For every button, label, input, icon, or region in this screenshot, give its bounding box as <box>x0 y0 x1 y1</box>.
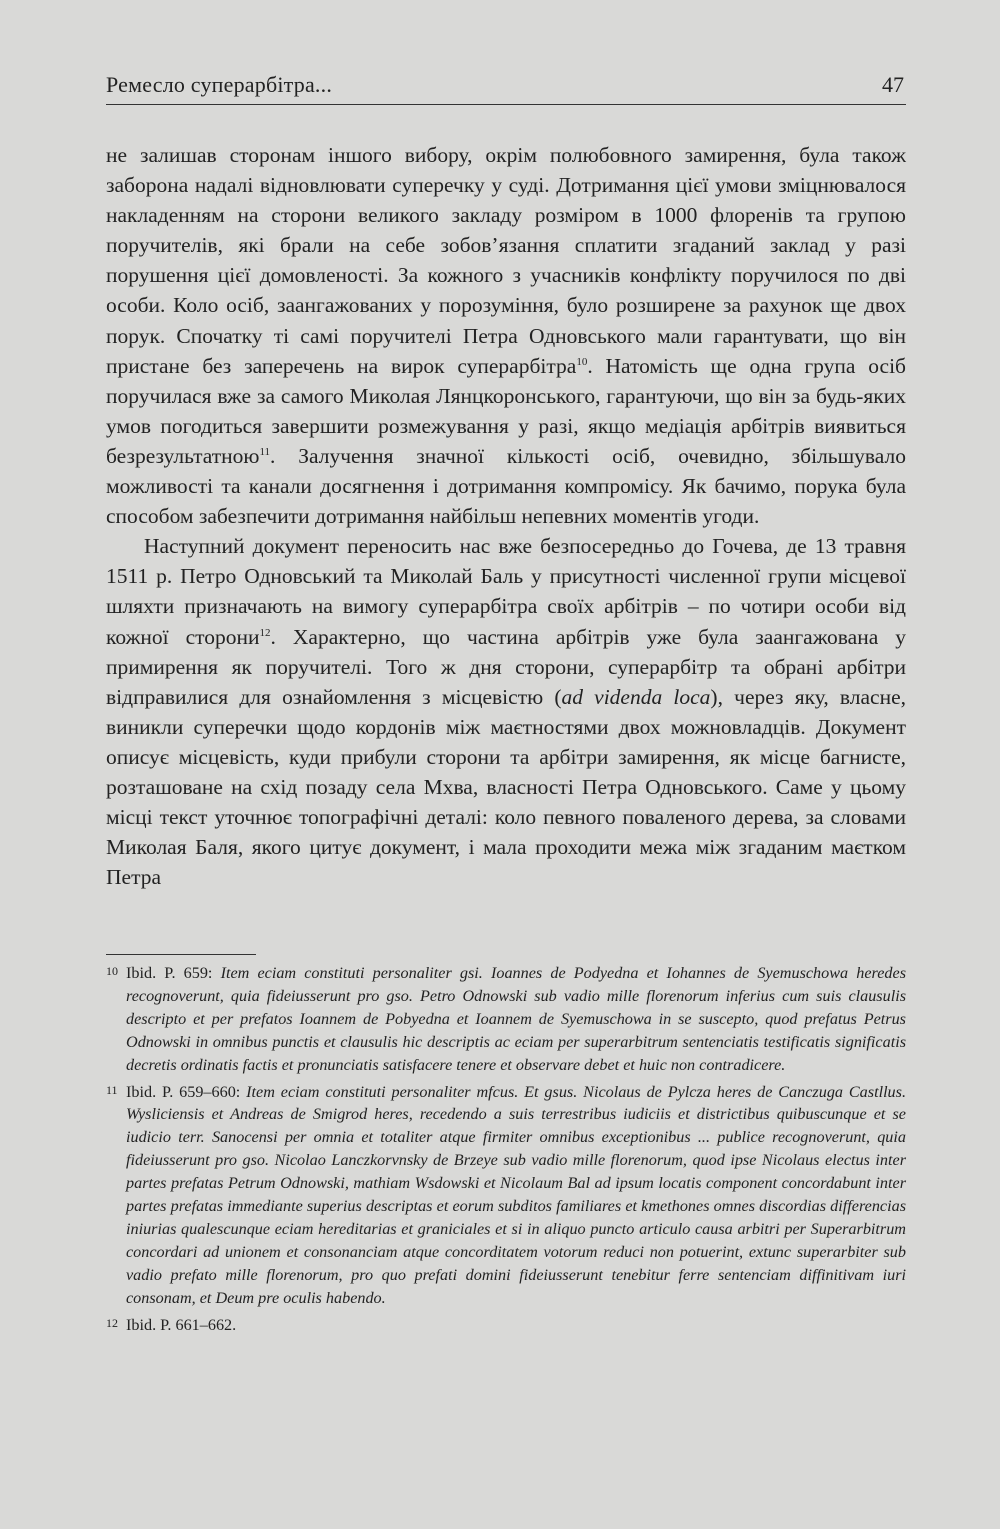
footnote-quote: Item eciam constituti personaliter mfcus. Et gsus. Nicolaus de Pylcza heres de Canczuga Castllus. Wysliciensis et Andreas de Smigrod heres, recedendo a suis terrestribus iudiciis et districtibus quibuscunque et se iudicio terr. Sanocensi per omnia et totaliter atque firmiter omnibus exceptionibus ... publice recognoverunt, quia fideiusserunt pro gso. Nicolao Lanczkorvnsky de Brzeye sub vadio mille florenorum, quod ipse Nicolaus electus inter partes prefatas Petrum Odnowski, mathiam Wsdowski et Nicolaum Bal ad ipsum locatis component concordabunt inter partes prefatas immediante superius descriptas et eorum subditos familiares et kmethones omnes discordias differencias iniurias qualescunque eciam hereditarias et graniciales et si in aliquo puncto articulo causa arbitri per Superarbitrum concordari ad unionem et consonanciam atque concorditatem votorum reduci non potuerint, extunc superarbiter sub vadio prefato mille florenorum, pro quo prefati domini fideiusserunt tenebitur ferre sentenciam diffinitivam iuri consonam, et Deum pre oculis habendo. <box>126 1082 907 1307</box>
paragraph-1-part-a: не залишав сторонам іншого вибору, окрім полюбовного замирення, була також заборона надалі відновлювати суперечку у суді. Дотримання цієї умови зміцнювалося накладенням на сторони великого закладу розміром в 1000 флоренів та групою поручителів, які брали на себе зобов’язання сплатити згаданий заклад у разі порушення цієї домовленості. За кожного з учасників конфлікту поручилося по дві особи. Коло осіб, заангажованих у порозуміння, було розширене за рахунок ще двох порук. Спочатку ті самі поручителі Петра Одновського мали гарантувати, що він пристане без заперечень на вирок суперарбітра <box>106 143 906 378</box>
paragraph-1-part-b: . Натомість ще одна група осіб поручилася вже за самого Миколая Лянцкоронського, гарантуючи, що він за будь-яких умов погодиться завершити розмежування у разі, якщо медіація арбітрів виявиться безрезультатною <box>106 353 906 468</box>
footnote-quote: Item eciam constituti personaliter gsi. Ioannes de Podyedna et Iohannes de Syemuschowa heredes recognoverunt, quia fideiusserunt pro gso. Petro Odnowski sub vadio mille florenorum inferius cum suis clausulis descripto et per prefatos Ioannem de Pobyedna et Ioannem de Syemuschowa in se suscepto, quod prefatus Petrus Odnowski in omnibus punctis et clausulis hic descriptis ac eciam per superarbitrum sentenciatis testificatis significatis decretis ordinatis factis et pronunciatis satisfacere tenere et observare debet et huic non contradicere. <box>126 964 906 1074</box>
footnote-number: 11 <box>106 1082 118 1097</box>
footnote-separator <box>106 954 256 955</box>
footnote-number: 10 <box>106 964 118 978</box>
footnote-ref-10: 10 <box>576 355 588 368</box>
page-number: 47 <box>882 72 904 97</box>
paragraph-2-part-b: . Характерно, що частина арбітрів уже була заангажована у примирення як поручителі. Того ж дня сторони, суперарбітр та обрані арбітри відправилися для ознайомлення з місцевістю ( <box>106 624 906 709</box>
paragraph-1-part-c: . Залучення значної кількості осіб, очевидно, збільшувало можливості та канали досягнення і дотримання компромісу. Як бачимо, порука була способом забезпечити дотримання найбільш непевних моментів угоди. <box>106 443 906 529</box>
footnote-body <box>126 1316 236 1334</box>
running-header <box>106 62 906 105</box>
footnote-body <box>126 964 906 1074</box>
latin-phrase: ad videnda loca <box>561 684 711 709</box>
footnote-ref-11: 11 <box>259 445 271 458</box>
footnote-reference: Ibid. P. 659–660: <box>126 1082 247 1101</box>
footnote-reference: Ibid. P. 661–662. <box>126 1315 237 1334</box>
footnote-12 <box>106 1314 906 1337</box>
footnote-11 <box>106 1081 906 1310</box>
paragraph-2-part-c: ), через яку, власне, виникли суперечки щодо кордонів між маєтностями двох можновладців. Документ описує місцевість, куди прибули сторони та арбітри замирення, як місце багнисте, розташоване на схід позаду села Мхва, власності Петра Одновського. Саме у цьому місці текст уточнює топографічні деталі: коло певного поваленого дерева, за словами Миколая Баля, якого цитує документ, і мала проходити межа між згаданим маєтком Петра <box>106 684 906 890</box>
paragraph-1 <box>106 140 906 531</box>
paragraph-2-part-a: Наступний документ переносить нас вже безпосередньо до Гочева, де 13 травня 1511 р. Петро Одновський та Миколай Баль у присутності численної групи місцевої шляхти призначають на вимогу суперарбітра своїх арбітрів – по чотири особи від кожної сторони <box>106 534 906 649</box>
main-text <box>106 140 906 892</box>
footnote-body <box>126 1083 906 1307</box>
footnotes <box>106 962 906 1341</box>
footnote-ref-12: 12 <box>259 626 271 639</box>
footnote-number: 12 <box>106 1315 118 1330</box>
footnote-10 <box>106 962 906 1077</box>
running-title: Ремесло суперарбітра... <box>106 72 333 97</box>
footnote-reference: Ibid. P. 659: <box>126 964 221 982</box>
paragraph-2 <box>106 531 906 892</box>
